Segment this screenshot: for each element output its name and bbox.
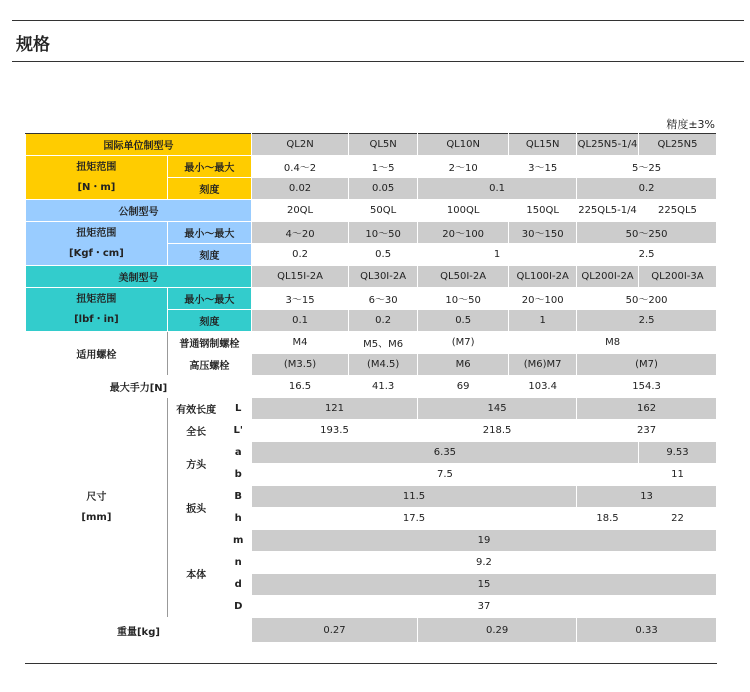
torque-range-label: 扭矩范围 — [76, 227, 117, 239]
range-cell: 30～150 — [509, 222, 577, 244]
range-cell: 0.4～2 — [251, 156, 348, 178]
wrench-head-header: 扳头 — [167, 486, 225, 530]
symbol-L: L — [225, 398, 251, 420]
range-cell: 2～10 — [418, 156, 509, 178]
model-cell: 20QL — [251, 200, 348, 222]
model-cell: QL25N5-1/4 — [577, 134, 639, 156]
dim-cell: 11.5 — [251, 486, 576, 508]
range-cell: 3～15 — [251, 288, 348, 310]
unit-label: [lbf・in] — [74, 313, 119, 325]
model-cell: 225QL5-1/4 — [577, 200, 639, 222]
precision-note: 精度±3% — [666, 118, 715, 131]
bolt-cell: (M4.5) — [349, 354, 418, 376]
force-cell: 41.3 — [349, 376, 418, 398]
model-cell: QL200I-2A — [577, 266, 639, 288]
range-cell: 5～25 — [577, 156, 717, 178]
scale-cell: 0.1 — [251, 310, 348, 332]
header-top-rule — [12, 20, 744, 21]
model-cell: QL200I-3A — [638, 266, 716, 288]
dim-cell: 13 — [577, 486, 717, 508]
min-max-header: 最小～最大 — [167, 288, 251, 310]
scale-header: 刻度 — [167, 310, 251, 332]
unit-label: [Kgf・cm] — [69, 247, 124, 259]
intl-model-header: 国际单位制型号 — [26, 134, 252, 156]
model-cell: QL15N — [509, 134, 577, 156]
range-cell: 1～5 — [349, 156, 418, 178]
force-cell: 154.3 — [577, 376, 717, 398]
model-cell: QL15I-2A — [251, 266, 348, 288]
range-cell: 3～15 — [509, 156, 577, 178]
dimension-header — [26, 398, 168, 618]
scale-cell: 0.1 — [418, 178, 577, 200]
model-cell: QL30I-2A — [349, 266, 418, 288]
bolt-cell: (M3.5) — [251, 354, 348, 376]
dimension-label: 尺寸 — [86, 491, 107, 503]
range-cell: 20～100 — [509, 288, 577, 310]
bolt-high-header: 高压螺栓 — [167, 354, 251, 376]
dim-cell: 37 — [251, 596, 716, 618]
scale-cell: 1 — [418, 244, 577, 266]
dim-cell: 17.5 — [251, 508, 576, 530]
symbol-a: a — [225, 442, 251, 464]
bolt-cell: (M7) — [418, 332, 509, 354]
dimension-unit: [mm] — [81, 511, 112, 523]
dim-cell: 9.53 — [638, 442, 716, 464]
dim-cell: 15 — [251, 574, 716, 596]
torque-range-kgf-header — [26, 222, 168, 266]
us-model-header: 美制型号 — [26, 266, 252, 288]
dim-cell: 19 — [251, 530, 716, 552]
scale-header: 刻度 — [167, 178, 251, 200]
max-force-header: 最大手力[N] — [26, 376, 252, 398]
bolt-cell: (M6)M7 — [509, 354, 577, 376]
min-max-header: 最小～最大 — [167, 222, 251, 244]
bolt-cell: (M7) — [577, 354, 717, 376]
unit-label: [N・m] — [77, 181, 116, 193]
bolt-cell: M8 — [509, 332, 717, 354]
dim-cell: 145 — [418, 398, 577, 420]
body-header: 本体 — [167, 530, 225, 618]
weight-header: 重量[kg] — [26, 618, 252, 643]
dim-cell: 9.2 — [251, 552, 716, 574]
dim-cell: 7.5 — [251, 464, 638, 486]
force-cell: 103.4 — [509, 376, 577, 398]
model-cell: QL25N5 — [638, 134, 716, 156]
scale-cell: 1 — [509, 310, 577, 332]
range-cell: 4～20 — [251, 222, 348, 244]
metric-model-header: 公制型号 — [26, 200, 252, 222]
bolt-std-header: 普通钢制螺栓 — [167, 332, 251, 354]
weight-cell: 0.29 — [418, 618, 577, 643]
model-cell: QL5N — [349, 134, 418, 156]
range-cell: 20～100 — [418, 222, 509, 244]
spec-table — [25, 133, 717, 643]
bolt-cell: M5、M6 — [349, 332, 418, 354]
model-cell: QL50I-2A — [418, 266, 509, 288]
bolt-cell: M6 — [418, 354, 509, 376]
dim-cell: 121 — [251, 398, 417, 420]
dim-cell: 237 — [577, 420, 717, 442]
scale-cell: 0.2 — [251, 244, 348, 266]
min-max-header: 最小～最大 — [167, 156, 251, 178]
total-length-header: 全长 — [167, 420, 225, 442]
torque-range-label: 扭矩范围 — [76, 293, 117, 305]
model-cell: QL100I-2A — [509, 266, 577, 288]
symbol-d: d — [225, 574, 251, 596]
force-cell: 16.5 — [251, 376, 348, 398]
force-cell: 69 — [418, 376, 509, 398]
bolt-header: 适用螺栓 — [26, 332, 168, 376]
range-cell: 10～50 — [418, 288, 509, 310]
scale-cell: 0.2 — [349, 310, 418, 332]
dim-cell: 22 — [638, 508, 716, 530]
dim-cell: 18.5 — [577, 508, 639, 530]
effective-length-header: 有效长度 — [167, 398, 225, 420]
dim-cell: 218.5 — [418, 420, 577, 442]
range-cell: 6～30 — [349, 288, 418, 310]
model-cell: 100QL — [418, 200, 509, 222]
model-cell: 150QL — [509, 200, 577, 222]
scale-cell: 0.5 — [349, 244, 418, 266]
table-bottom-rule — [25, 663, 717, 664]
dim-cell: 193.5 — [251, 420, 417, 442]
header-bottom-rule — [12, 61, 744, 62]
model-cell: 50QL — [349, 200, 418, 222]
scale-cell: 2.5 — [577, 310, 717, 332]
symbol-b: b — [225, 464, 251, 486]
torque-range-nm-header — [26, 156, 168, 200]
symbol-h: h — [225, 508, 251, 530]
page-title: 规格 — [16, 35, 50, 55]
scale-cell: 0.5 — [418, 310, 509, 332]
scale-cell: 2.5 — [577, 244, 717, 266]
dim-cell: 6.35 — [251, 442, 638, 464]
torque-range-lbf-header — [26, 288, 168, 332]
symbol-m: m — [225, 530, 251, 552]
symbol-B: B — [225, 486, 251, 508]
range-cell: 10～50 — [349, 222, 418, 244]
range-cell: 50～250 — [577, 222, 717, 244]
model-cell: QL2N — [251, 134, 348, 156]
scale-header: 刻度 — [167, 244, 251, 266]
dim-cell: 162 — [577, 398, 717, 420]
torque-range-label: 扭矩范围 — [76, 161, 117, 173]
weight-cell: 0.27 — [251, 618, 417, 643]
range-cell: 50～200 — [577, 288, 717, 310]
weight-cell: 0.33 — [577, 618, 717, 643]
symbol-n: n — [225, 552, 251, 574]
symbol-D: D — [225, 596, 251, 618]
scale-cell: 0.02 — [251, 178, 348, 200]
model-cell: QL10N — [418, 134, 509, 156]
bolt-cell: M4 — [251, 332, 348, 354]
square-head-header: 方头 — [167, 442, 225, 486]
model-cell: 225QL5 — [638, 200, 716, 222]
scale-cell: 0.05 — [349, 178, 418, 200]
dim-cell: 11 — [638, 464, 716, 486]
symbol-L-prime: L' — [225, 420, 251, 442]
scale-cell: 0.2 — [577, 178, 717, 200]
